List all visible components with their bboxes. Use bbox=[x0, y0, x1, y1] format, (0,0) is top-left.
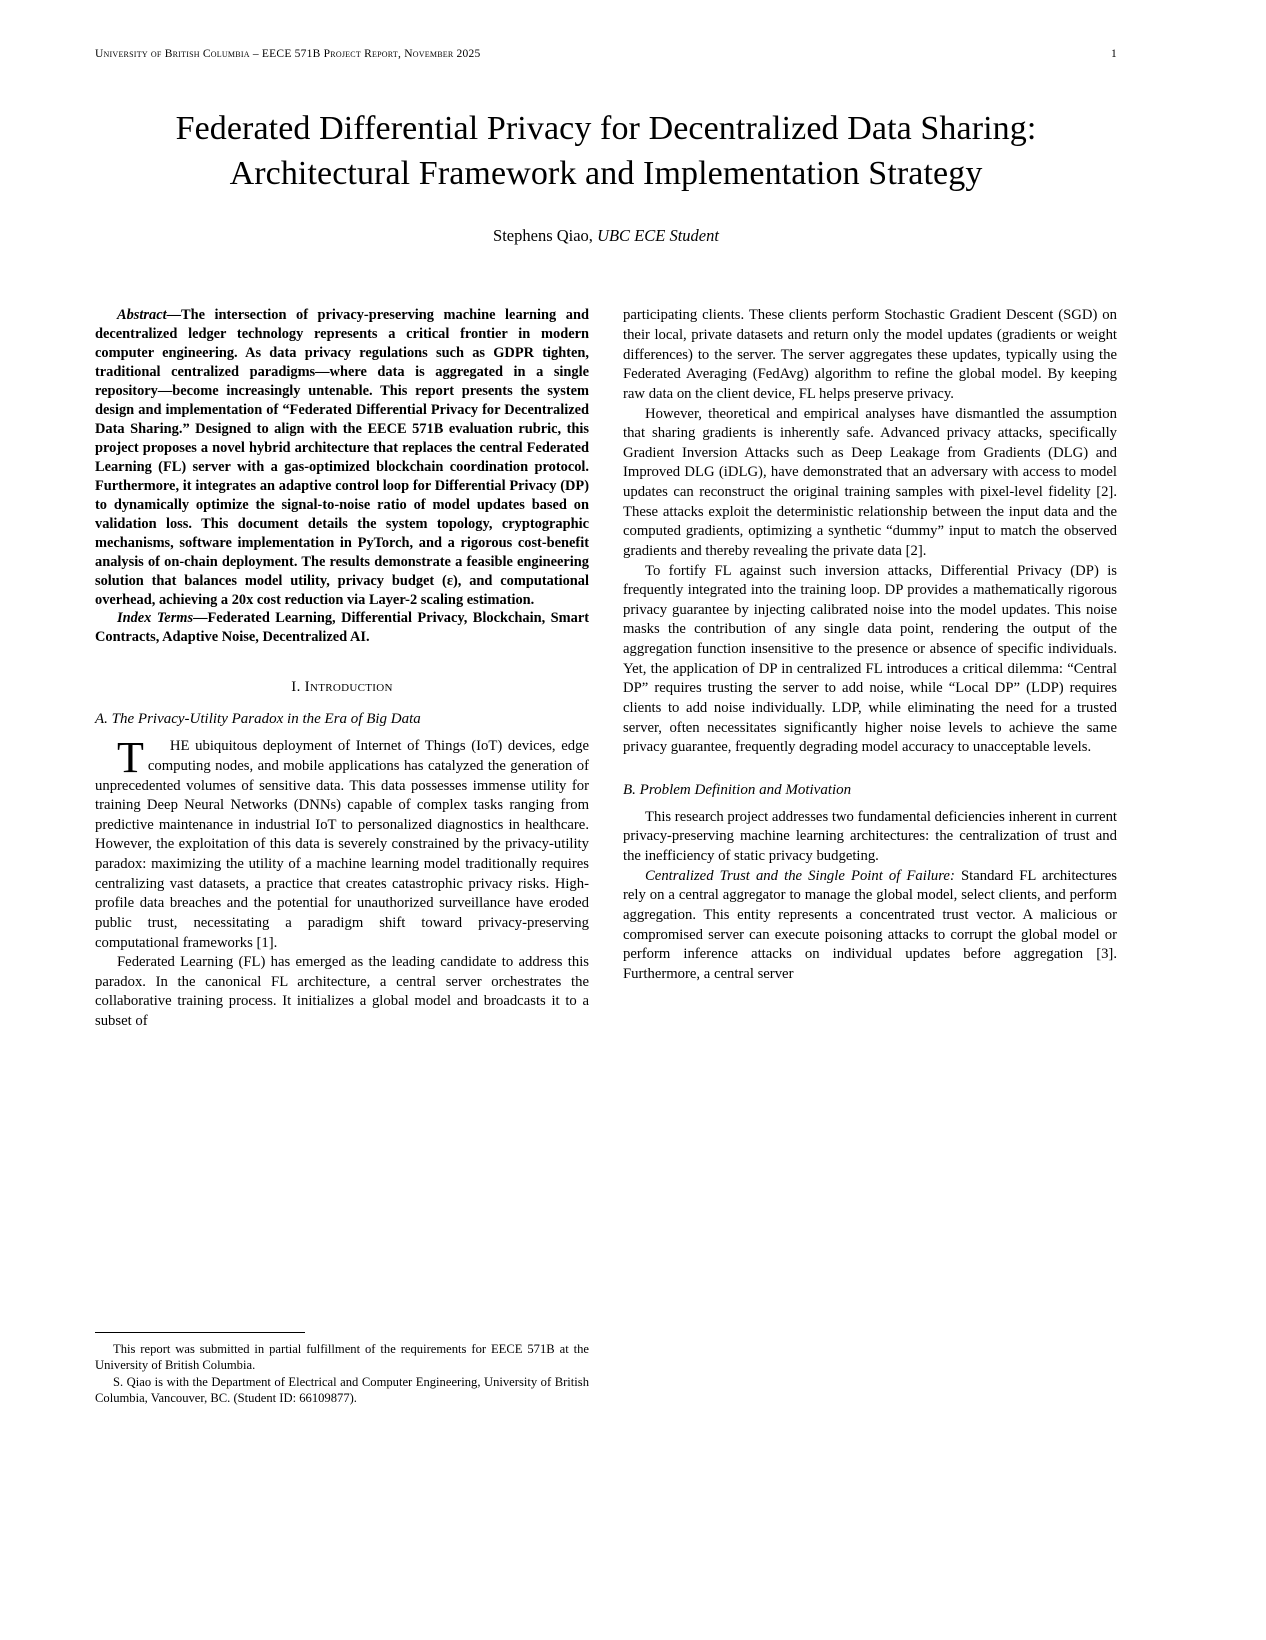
column-right bbox=[623, 306, 1117, 1406]
title-block bbox=[95, 106, 1117, 246]
footnote-item: This report was submitted in partial fulfillment of the requirements for EECE 571B at the University of British Columbia. bbox=[95, 1342, 589, 1373]
runin-heading: Centralized Trust and the Single Point of Failure: bbox=[645, 867, 955, 884]
author-line bbox=[95, 226, 1117, 246]
paragraph-intro-1 bbox=[95, 733, 589, 953]
index-terms-text: —Federated Learning, Differential Privacy, Blockchain, Smart Contracts, Adaptive Noise, Decentralized AI. bbox=[95, 610, 589, 646]
footnotes bbox=[95, 1341, 589, 1406]
index-terms-lead: Index Terms bbox=[117, 610, 194, 627]
page-title: Federated Differential Privacy for Decentralized Data Sharing: Architectural Framework and Implementation Strategy bbox=[175, 110, 1037, 193]
two-column-body bbox=[95, 306, 1117, 1406]
page-number: 1 bbox=[1111, 48, 1117, 60]
page-content bbox=[95, 48, 1117, 1406]
paragraph-right-1: participating clients. These clients perform Stochastic Gradient Descent (SGD) on their local, private datasets and return only the model updates (gradients or weight differences) to the server. The server aggregates these updates, typically using the Federated Averaging (FedAvg) algorithm to refine the global model. By keeping raw data on the client device, FL helps preserve privacy. bbox=[623, 307, 1117, 402]
paragraph-right-5-text: Standard FL architectures rely on a central aggregator to manage the global model, select clients, and perform aggregation. This entity represents a concentrated trust vector. A malicious or compromised server can execute poisoning attacks to corrupt the global model or perform inference attacks on individual updates before aggregation [3]. Furthermore, a central server bbox=[623, 867, 1117, 982]
paragraph-right-4: This research project addresses two fundamental deficiencies inherent in current privacy-preserving machine learning architectures: the centralization of trust and the inefficiency of static privacy budgeting. bbox=[623, 808, 1117, 865]
paragraph-intro-1-text: HE ubiquitous deployment of Internet of Things (IoT) devices, edge computing nodes, and mobile applications has catalyzed the generation of unprecedented volumes of sensitive data. This data possesses immense utility for training Deep Neural Networks (DNNs) capable of complex tasks ranging from predictive maintenance in industrial IoT to personalized diagnostics in healthcare. However, the exploitation of this data is severely constrained by the privacy-utility paradox: maximizing the utility of a machine learning model traditionally requires centralizing vast datasets, a practice that creates catastrophic privacy risks. High-profile data breaches and the potential for unauthorized surveillance have eroded public trust, necessitating a paradigm shift toward privacy-preserving computational frameworks [1]. bbox=[95, 738, 589, 951]
paragraph-right-2: However, theoretical and empirical analyses have dismantled the assumption that sharing gradients is inherently safe. Advanced privacy attacks, specifically Gradient Inversion Attacks such as Deep Leakage from Gradients (DLG) and Improved DLG (iDLG), have demonstrated that an adversary with access to model updates can reconstruct the original training samples with pixel-level fidelity [2]. These attacks exploit the deterministic relationship between the input data and the computed gradients, optimizing a synthetic “dummy” input to match the observed gradients and thereby revealing the private data [2]. bbox=[623, 405, 1117, 559]
paragraph-right-5 bbox=[623, 867, 1117, 985]
footnote-block bbox=[95, 1316, 589, 1406]
paragraph-right-3: To fortify FL against such inversion attacks, Differential Privacy (DP) is frequently integrated into the training loop. DP provides a mathematically rigorous privacy guarantee by injecting calibrated noise into the model updates. This noise masks the contribution of any single data point, rendering the output of the aggregation function insensitive to the presence or absence of specific individuals. Yet, the application of DP in centralized FL introduces a critical dilemma: “Central DP” requires trusting the server to add noise, while “Local DP” (LDP) requires clients to add noise individually. LDP, while eliminating the need for a trusted server, often necessitates significantly higher noise levels to achieve the same privacy guarantee, frequently degrading model accuracy to unacceptable levels. bbox=[623, 562, 1117, 756]
footnote-item: S. Qiao is with the Department of Electrical and Computer Engineering, University of British Columbia, Vancouver, BC. (Student ID: 66109877). bbox=[95, 1374, 589, 1406]
author-affiliation: UBC ECE Student bbox=[597, 226, 719, 246]
abstract-lead: Abstract bbox=[117, 307, 167, 324]
column-left bbox=[95, 306, 589, 1406]
author-name: Stephens Qiao, bbox=[493, 226, 593, 246]
footnote-rule bbox=[95, 1332, 305, 1333]
abstract bbox=[95, 306, 589, 609]
subsection-heading-a: A. The Privacy-Utility Paradox in the Era of Big Data bbox=[95, 711, 421, 728]
subsection-heading-b: B. Problem Definition and Motivation bbox=[623, 781, 852, 798]
drop-cap: T bbox=[117, 733, 144, 783]
running-head bbox=[95, 48, 1117, 60]
section-heading-introduction: I. Introduction bbox=[291, 679, 393, 696]
paragraph-intro-2: Federated Learning (FL) has emerged as the leading candidate to address this paradox. In the canonical FL architecture, a central server orchestrates the collaborative training process. It initializes a global model and broadcasts it to a subset of bbox=[95, 954, 589, 1030]
running-head-left: University of British Columbia – EECE 571B Project Report, November 2025 bbox=[95, 48, 481, 60]
abstract-text: —The intersection of privacy-preserving machine learning and decentralized ledger technology represents a critical frontier in modern computer engineering. As data privacy regulations such as GDPR tighten, traditional centralized paradigms—where data is aggregated in a single repository—become increasingly untenable. This report presents the system design and implementation of “Federated Differential Privacy for Decentralized Data Sharing.” Designed to align with the EECE 571B evaluation rubric, this project proposes a novel hybrid architecture that replaces the central Federated Learning (FL) server with a gas-optimized blockchain coordination protocol. Furthermore, it integrates an adaptive control loop for Differential Privacy (DP) to dynamically optimize the signal-to-noise ratio of model updates based on validation loss. This document details the system topology, cryptographic mechanisms, software implementation in PyTorch, and a rigorous cost-benefit analysis of on-chain deployment. The results demonstrate a feasible engineering solution that balances model utility, privacy budget (ε), and computational overhead, achieving a 20x cost reduction via Layer-2 scaling estimation. bbox=[95, 307, 589, 608]
index-terms bbox=[95, 609, 589, 647]
